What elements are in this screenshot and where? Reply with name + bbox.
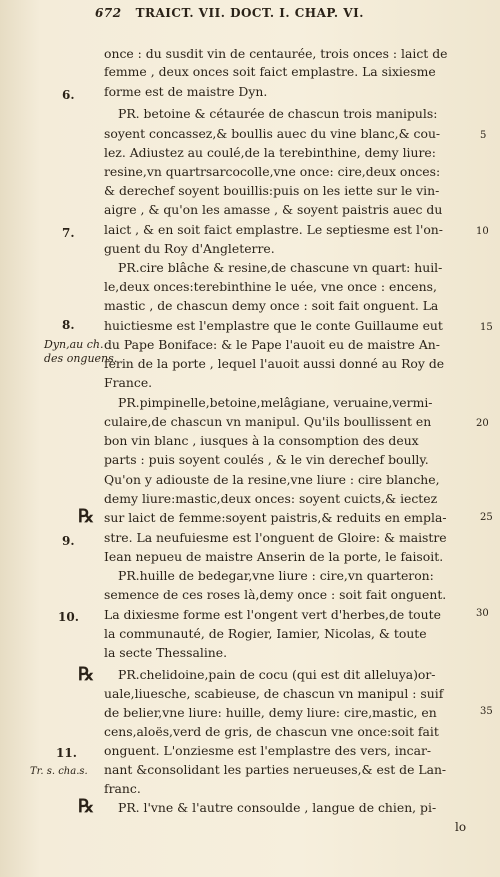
text-line: PR.pimpinelle,betoine,melâgiane, veruaine,vermi-	[118, 395, 433, 410]
text-line: sur laict de femme:soyent paistris,& reduits en empla-	[104, 510, 447, 525]
recipe-symbol: ℞	[78, 664, 95, 685]
text-line: huictiesme est l'emplastre que le conte Guillaume eut	[104, 318, 443, 333]
margin-number: 7.	[62, 226, 75, 240]
text-line: le,deux onces:terebinthine le uée, vne once : encens,	[104, 279, 437, 294]
text-line: PR.huille de bedegar,vne liure : cire,vn quarteron:	[118, 568, 434, 583]
text-line: soyent concassez,& boullis auec du vine blanc,& cou-	[104, 126, 441, 141]
text-line: Iean nepueu de maistre Anserin de la porte, le faisoit.	[104, 549, 444, 564]
text-line: PR.chelidoine,pain de cocu (qui est dit alleluya)or-	[118, 667, 436, 682]
text-line: du Pape Boniface: & le Pape l'auoit eu de maistre An-	[104, 337, 440, 352]
page-number: 672	[95, 6, 122, 20]
text-line: PR. l'vne & l'autre consoulde , langue de chien, pi-	[118, 800, 437, 815]
line-number-marker: 35	[480, 706, 493, 717]
text-line: ferin de la porte , lequel l'auoit aussi donné au Roy de	[104, 356, 445, 371]
margin-number: 10.	[58, 610, 79, 624]
text-line: onguent. L'onziesme est l'emplastre des vers, incar-	[104, 743, 432, 758]
margin-note: Dyn,au ch.	[44, 338, 104, 351]
page-header	[95, 6, 475, 20]
text-line: once : du susdit vin de centaurée, trois onces : laict de	[104, 46, 448, 61]
text-line: parts : puis soyent coulés , & le vin derechef boully.	[104, 452, 429, 467]
margin-number: 11.	[56, 746, 77, 760]
margin-number: 6.	[62, 88, 75, 102]
catchword: lo	[455, 820, 467, 834]
text-line: resine,vn quartrsarcocolle,vne once: cire,deux onces:	[104, 164, 441, 179]
text-line: La dixiesme forme est l'ongent vert d'herbes,de toute	[104, 607, 441, 622]
text-line: culaire,de chascun vn manipul. Qu'ils boullissent en	[104, 414, 432, 429]
line-number-marker: 25	[480, 512, 493, 523]
margin-note: des onguens.	[44, 352, 118, 365]
text-line: lez. Adiustez au coulé,de la terebinthine, demy liure:	[104, 145, 436, 160]
recipe-symbol: ℞	[78, 506, 95, 527]
text-line: Qu'on y adiouste de la resine,vne liure : cire blanche,	[104, 472, 440, 487]
text-line: la communauté, de Rogier, Iamier, Nicolas, & toute	[104, 626, 427, 641]
text-line: stre. La neufuiesme est l'onguent de Gloire: & maistre	[104, 530, 447, 545]
text-line: France.	[104, 375, 153, 390]
line-number-marker: 5	[480, 130, 487, 141]
text-line: cens,aloës,verd de gris, de chascun vne once:soit fait	[104, 724, 439, 739]
margin-note: Tr. s. cha.s.	[30, 766, 88, 777]
text-line: de belier,vne liure: huille, demy liure: cire,mastic, en	[104, 705, 437, 720]
text-line: PR.cire blâche & resine,de chascune vn quart: huil-	[118, 260, 443, 275]
text-line: bon vin blanc , iusques à la consomption des deux	[104, 433, 419, 448]
text-line: & derechef soyent bouillis:puis on les iette sur le vin-	[104, 183, 440, 198]
line-number-marker: 20	[476, 418, 489, 429]
text-line: nant &consolidant les parties nerueuses,& est de Lan-	[104, 762, 447, 777]
margin-number: 8.	[62, 318, 75, 332]
text-line: forme est de maistre Dyn.	[104, 84, 268, 99]
recipe-symbol: ℞	[78, 796, 95, 817]
line-number-marker: 30	[476, 608, 489, 619]
text-line: laict , & en soit faict emplastre. Le septiesme est l'on-	[104, 222, 443, 237]
text-line: guent du Roy d'Angleterre.	[104, 241, 275, 256]
text-line: PR. betoine & cétaurée de chascun trois manipuls:	[118, 106, 438, 121]
line-number-marker: 15	[480, 322, 493, 333]
text-line: femme , deux onces soit faict emplastre. La sixiesme	[104, 64, 436, 79]
text-line: aigre , & qu'on les amasse , & soyent paistris auec du	[104, 202, 443, 217]
running-title: TRAICT. VII. DOCT. I. CHAP. VI.	[135, 6, 364, 20]
text-line: la secte Thessaline.	[104, 645, 228, 660]
text-line: uale,liuesche, scabieuse, de chascun vn manipul : suif	[104, 686, 444, 701]
text-line: franc.	[104, 781, 141, 796]
text-line: semence de ces roses là,demy once : soit fait onguent.	[104, 587, 447, 602]
text-line: demy liure:mastic,deux onces: soyent cuicts,& iectez	[104, 491, 438, 506]
line-number-marker: 10	[476, 226, 489, 237]
margin-number: 9.	[62, 534, 75, 548]
text-line: mastic , de chascun demy once : soit fait onguent. La	[104, 298, 439, 313]
